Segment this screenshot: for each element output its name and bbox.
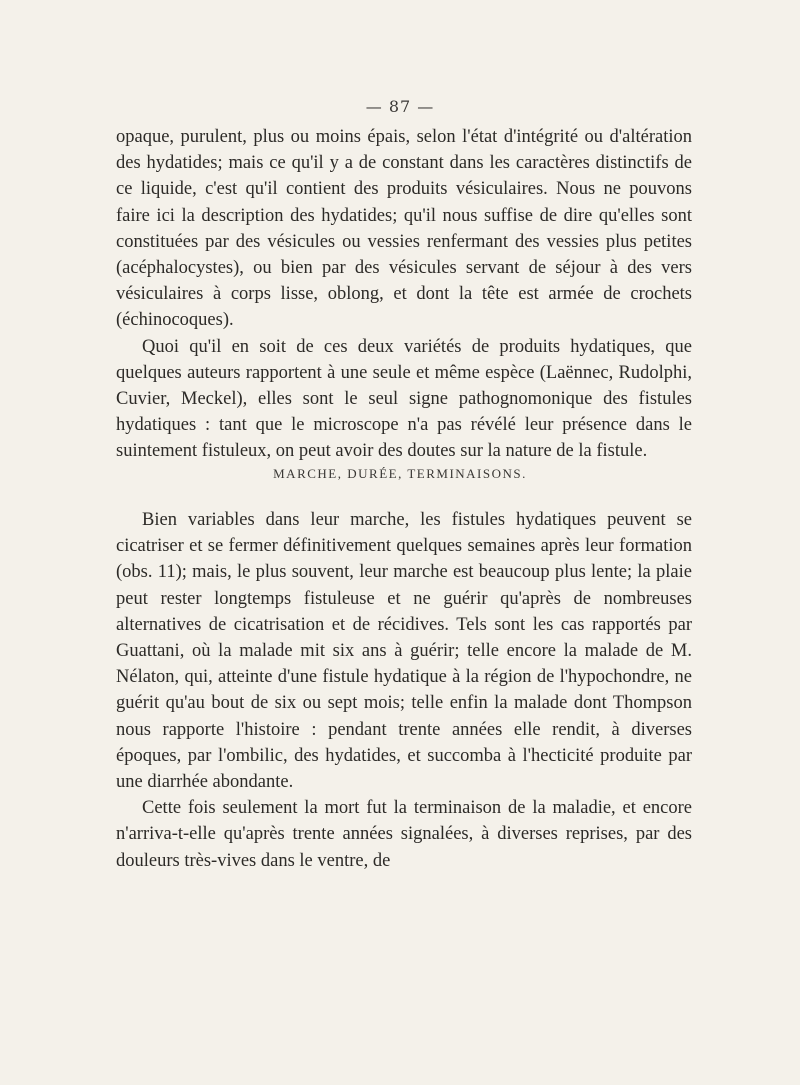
body-text-top — [116, 124, 692, 465]
paragraph-fistula-course: Bien variables dans leur marche, les fistules hydatiques peuvent se cicatriser et se fermer définitivement quelques semaines après leur formation (obs. 11); mais, le plus souvent, leur marche est beaucoup plus lente; la plaie peut rester longtemps fistuleuse et ne guérir qu'après de nombreuses alternatives de cicatrisation et de récidives. Tels sont les cas rapportés par Guattani, où la malade mit six ans à guérir; telle encore la malade de M. Nélaton, qui, atteinte d'une fistule hydatique à la région de l'hypochondre, ne guérit qu'au bout de six ou sept mois; telle enfin la malade dont Thompson nous rapporte l'histoire : pendant trente années elle rendit, à diverses époques, par l'ombilic, des hydatides, et succomba à l'hecticité produite par une diarrhée abondante. — [116, 510, 692, 793]
paragraph-hydatid-description: opaque, purulent, plus ou moins épais, selon l'état d'intégrité ou d'altération des hydatides; mais ce qu'il y a de constant dans les caractères distinctifs de ce liquide, c'est qu'il contient des produits vésiculaires. Nous ne pouvons faire ici la description des hydatides; qu'il nous suffise de dire qu'elles sont constituées par des vésicules ou vessies renfermant des vessies plus petites (acéphalocystes), ou bien par des vésicules servant de séjour à des vers vésiculaires à corps lisse, oblong, et dont la tête est armée de crochets (échinocoques). — [116, 127, 692, 331]
paragraph-hydatid-varieties: Quoi qu'il en soit de ces deux variétés de produits hydatiques, que quelques auteurs rapportent à une seule et même espèce (Laënnec, Rudolphi, Cuvier, Meckel), elles sont le seul signe pathognomonique des fistules hydatiques : tant que le microscope n'a pas révélé leur présence dans le suintement fistuleux, on peut avoir des doutes sur la nature de la fistule. — [116, 336, 692, 462]
paragraph-fistula-termination: Cette fois seulement la mort fut la terminaison de la maladie, et encore n'arriva-t-elle qu'après trente années signalées, à diverses reprises, par des douleurs très-vives dans le ventre, de — [116, 798, 692, 871]
section-heading: MARCHE, DURÉE, TERMINAISONS. — [273, 466, 527, 481]
body-text-bottom — [116, 507, 692, 874]
page-number: — 87 — — [365, 97, 435, 116]
